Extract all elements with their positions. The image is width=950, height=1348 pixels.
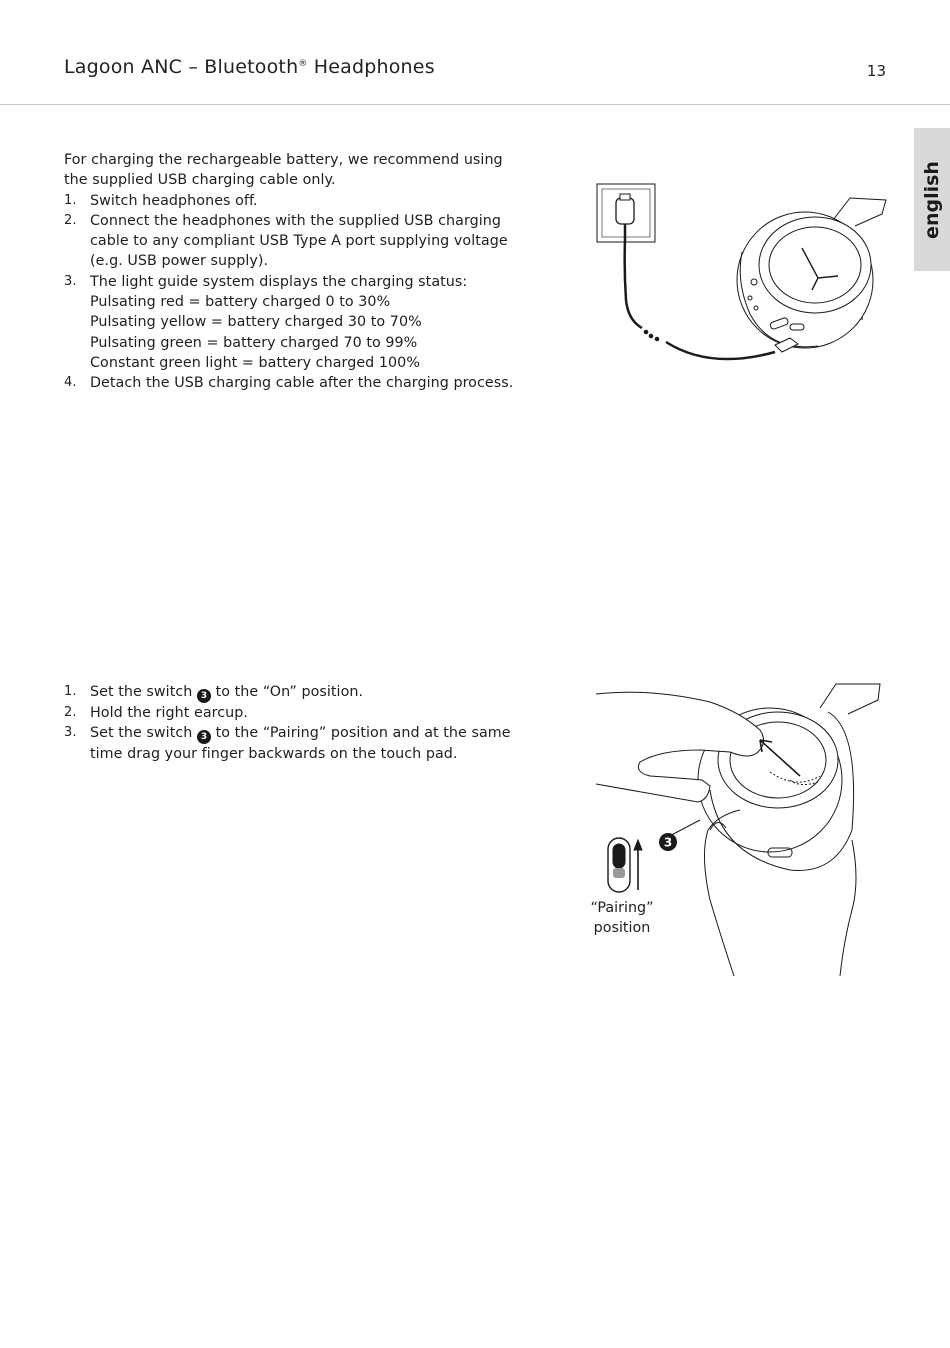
- list-item: [64, 191, 569, 211]
- charging-intro: [64, 150, 569, 191]
- title-suffix: Headphones: [307, 56, 435, 78]
- language-tab-label: english: [921, 160, 943, 239]
- list-number: 3.: [64, 725, 77, 741]
- switch-number-badge: 3: [197, 730, 211, 744]
- charging-instructions: [64, 150, 569, 394]
- list-item: [64, 703, 569, 723]
- list-text: Set the switch: [90, 725, 197, 742]
- switch-icon: [608, 838, 642, 892]
- list-number: 1.: [64, 684, 77, 699]
- intro-line: the supplied USB charging cable only.: [64, 172, 336, 189]
- page-number: 13: [866, 62, 886, 80]
- list-text: Set the switch: [90, 684, 197, 700]
- switch-number-badge: 3: [197, 689, 211, 703]
- charging-illustration: [590, 170, 895, 380]
- intro-line: For charging the rechargeable battery, we recommend using: [64, 152, 503, 168]
- header-divider: [0, 104, 950, 105]
- list-text: (e.g. USB power supply).: [90, 253, 269, 270]
- list-text: Connect the headphones with the supplied USB charging: [90, 212, 502, 229]
- list-text: Hold the right earcup.: [90, 705, 248, 721]
- callout-number: 3: [663, 835, 673, 850]
- caption-line: position: [593, 920, 651, 936]
- status-full: Constant green light = battery charged 100%: [90, 354, 420, 371]
- list-text: to the “On” position.: [210, 684, 364, 700]
- list-item: [64, 211, 569, 272]
- list-number: 4.: [64, 375, 77, 391]
- list-number: 1.: [64, 192, 77, 208]
- pairing-caption: [584, 898, 660, 938]
- list-text: time drag your finger backwards on the touch pad.: [90, 746, 458, 763]
- list-text: The light guide system displays the charging status:: [90, 273, 468, 290]
- headphones-icon: [737, 198, 886, 352]
- status-red: Pulsating red = battery charged 0 to 30%: [90, 294, 391, 311]
- page-title: [64, 56, 435, 78]
- list-text: Detach the USB charging cable after the charging process.: [90, 375, 514, 392]
- language-tab: [914, 128, 950, 271]
- status-yellow: Pulsating yellow = battery charged 30 to 70%: [90, 314, 422, 331]
- list-number: 3.: [64, 273, 77, 289]
- registered-mark: ®: [298, 59, 308, 69]
- list-text: cable to any compliant USB Type A port supplying voltage: [90, 233, 508, 250]
- list-item: [64, 272, 569, 373]
- caption-line: “Pairing”: [590, 900, 654, 916]
- list-text: Switch headphones off.: [90, 192, 258, 209]
- list-number: 2.: [64, 705, 77, 720]
- pairing-instructions: [64, 682, 569, 765]
- list-number: 2.: [64, 212, 77, 228]
- status-green: Pulsating green = battery charged 70 to 99%: [90, 334, 418, 351]
- title-text: Lagoon ANC – Bluetooth: [64, 56, 299, 78]
- list-item: [64, 373, 569, 393]
- list-text: to the “Pairing” position and at the same: [210, 725, 511, 742]
- list-item: [64, 682, 569, 703]
- list-item: [64, 723, 569, 764]
